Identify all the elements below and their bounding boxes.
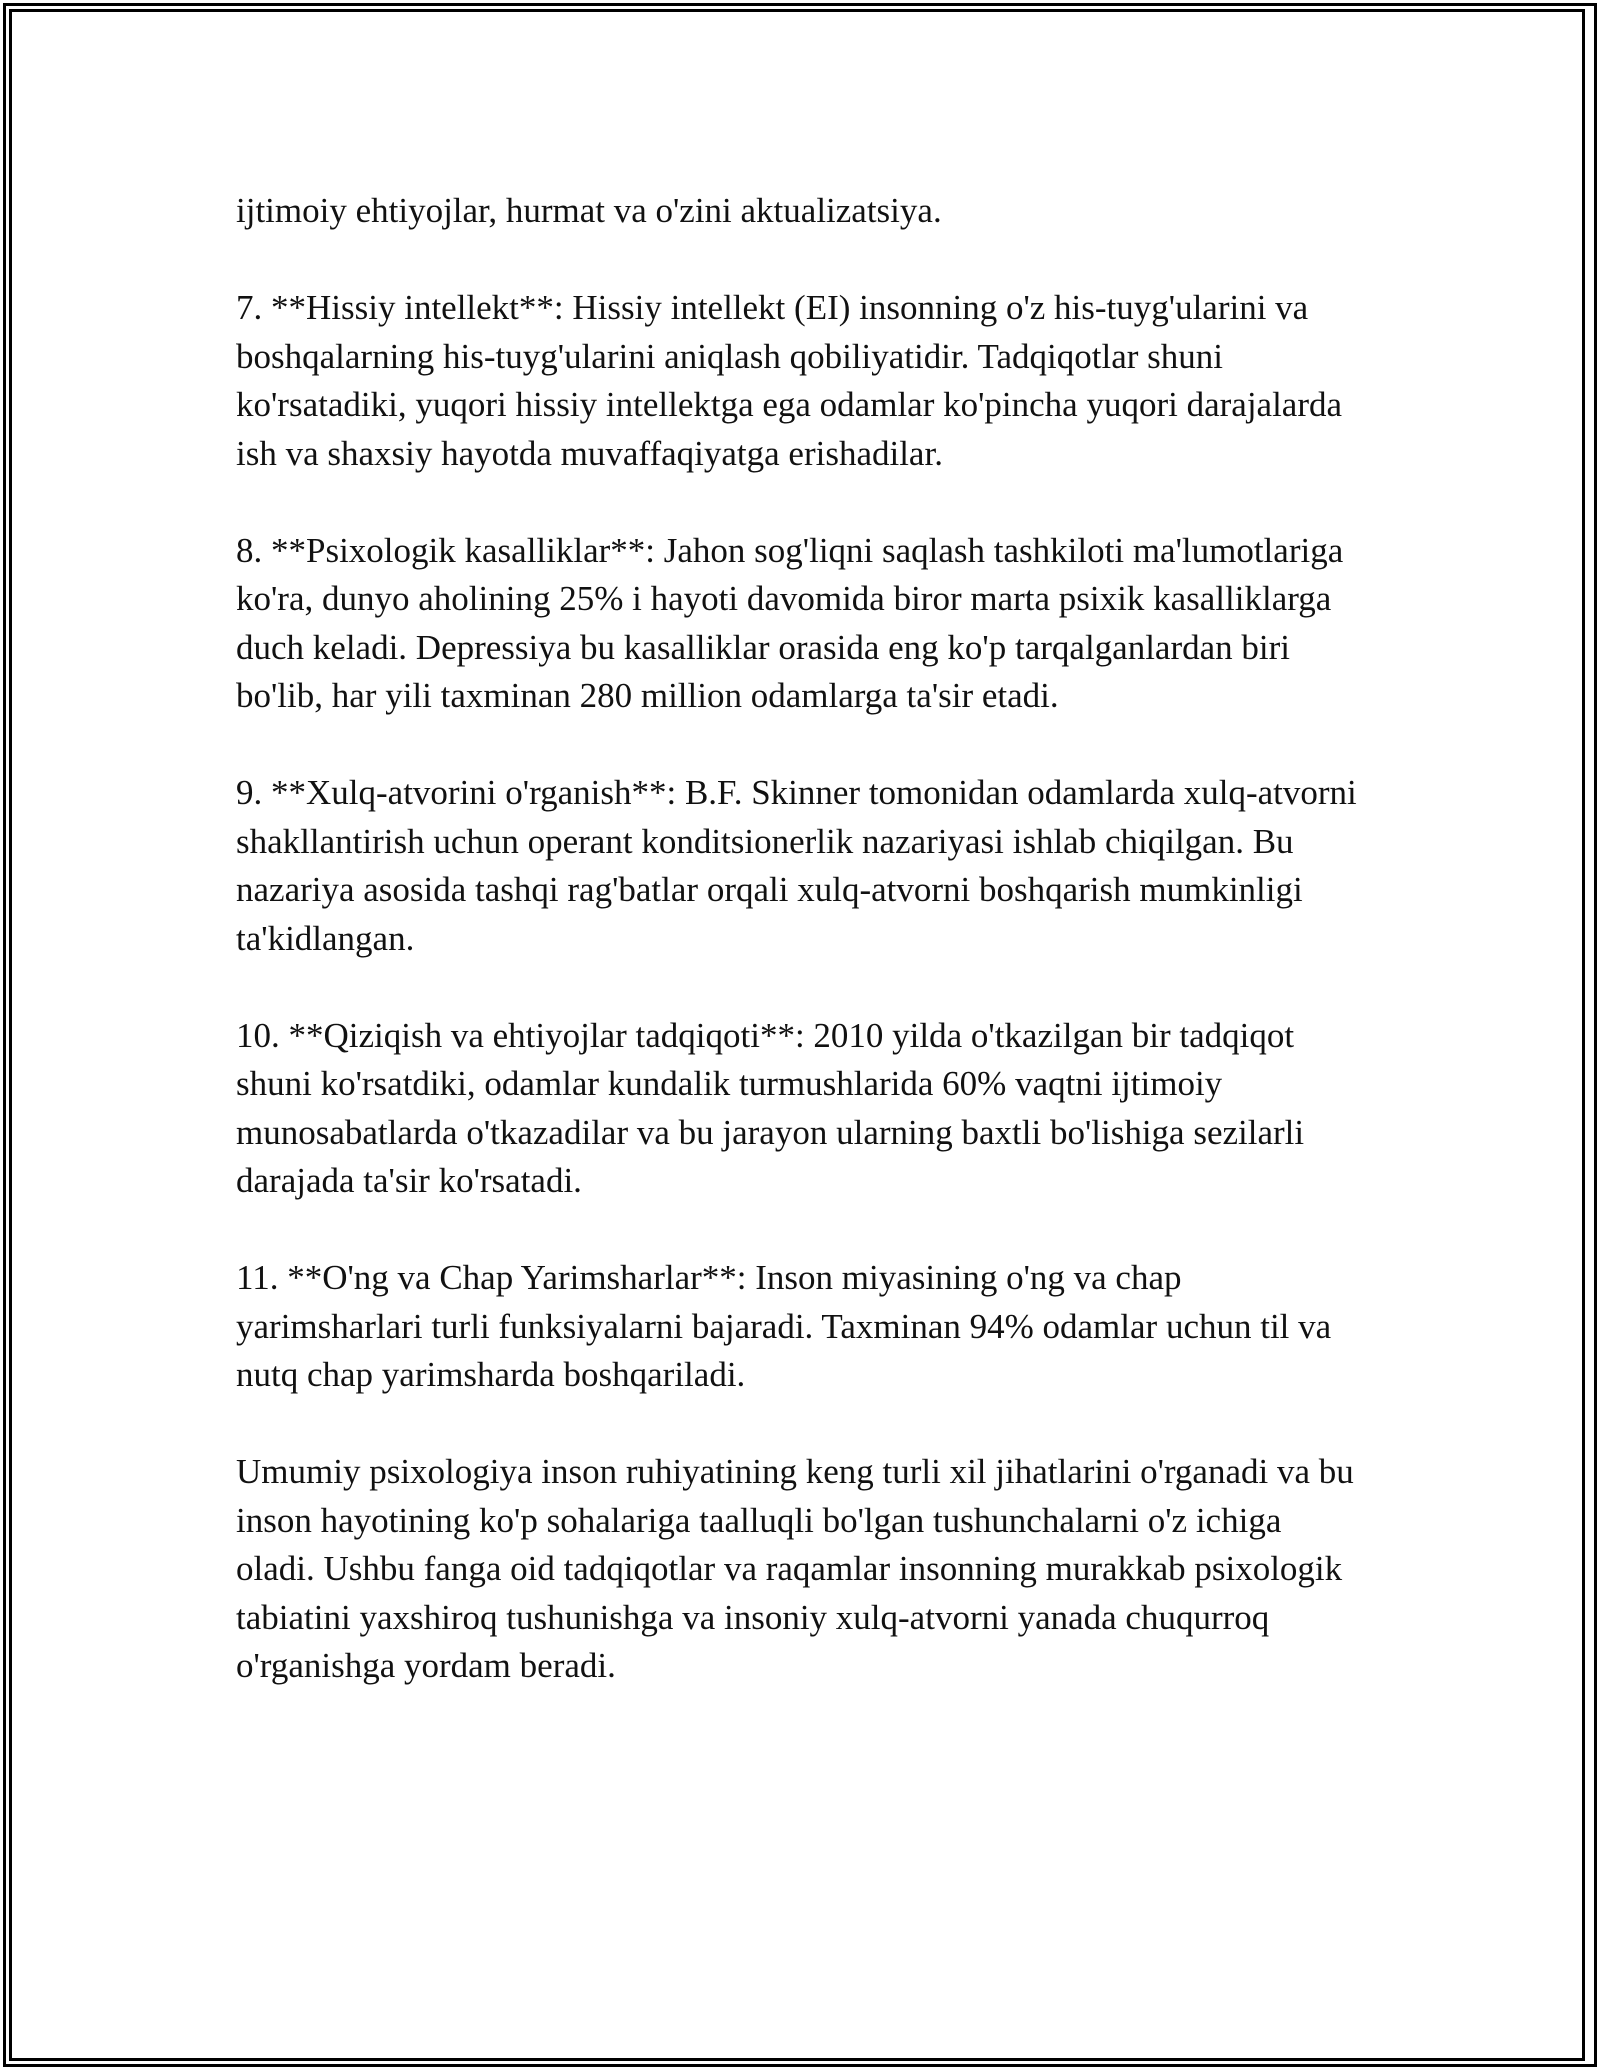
paragraph-conclusion: Umumiy psixologiya inson ruhiyatining keng turli xil jihatlarini o'rganadi va bu inson hayotining ko'p sohalariga taalluqli bo'lgan tushunchalarni o'z ichiga oladi. Ushbu fanga oid tadqiqotlar va raqamlar insonning murakkab psixologik tabiatini yaxshiroq tushunishga va insoniy xulq-atvorni yanada chuqurroq o'rganishga yordam beradi. <box>236 1452 1354 1685</box>
paragraph-item-9: 9. **Xulq-atvorini o'rganish**: B.F. Skinner tomonidan odamlarda xulq-atvorni shakllantirish uchun operant konditsionerlik nazariyasi ishlab chiqilgan. Bu nazariya asosida tashqi rag'batlar orqali xulq-atvorni boshqarish mumkinligi ta'kidlangan. <box>236 773 1357 958</box>
paragraph-item-10: 10. **Qiziqish va ehtiyojlar tadqiqoti**: 2010 yilda o'tkazilgan bir tadqiqot shuni ko'rsatdiki, odamlar kundalik turmushlarida 60% vaqtni ijtimoiy munosabatlarda o'tkazadilar va bu jarayon ularning baxtli bo'lishiga sezilarli darajada ta'sir ko'rsatadi. <box>236 1015 1305 1200</box>
paragraph-item-7: 7. **Hissiy intellekt**: Hissiy intellekt (EI) insonning o'z his-tuyg'ularini va boshqalarning his-tuyg'ularini aniqlash qobiliyatidir. Tadqiqotlar shuni ko'rsatadiki, yuqori hissiy intellektga ega odamlar ko'pincha yuqori darajalarda ish va shaxsiy hayotda muvaffaqiyatga erishadilar. <box>236 288 1343 473</box>
paragraph-intro-continuation: ijtimoiy ehtiyojlar, hurmat va o'zini aktualizatsiya. <box>236 191 942 230</box>
document-body <box>236 187 1366 1691</box>
paragraph-item-11: 11. **O'ng va Chap Yarimsharlar**: Inson miyasining o'ng va chap yarimsharlari turli funksiyalarni bajaradi. Taxminan 94% odamlar uchun til va nutq chap yarimsharda boshqariladi. <box>236 1258 1332 1394</box>
paragraph-item-8: 8. **Psixologik kasalliklar**: Jahon sog'liqni saqlash tashkiloti ma'lumotlariga ko'ra, dunyo aholining 25% i hayoti davomida biror marta psixik kasalliklarga duch keladi. Depressiya bu kasalliklar orasida eng ko'p tarqalganlardan biri bo'lib, har yili taxminan 280 million odamlarga ta'sir etadi. <box>236 530 1344 715</box>
